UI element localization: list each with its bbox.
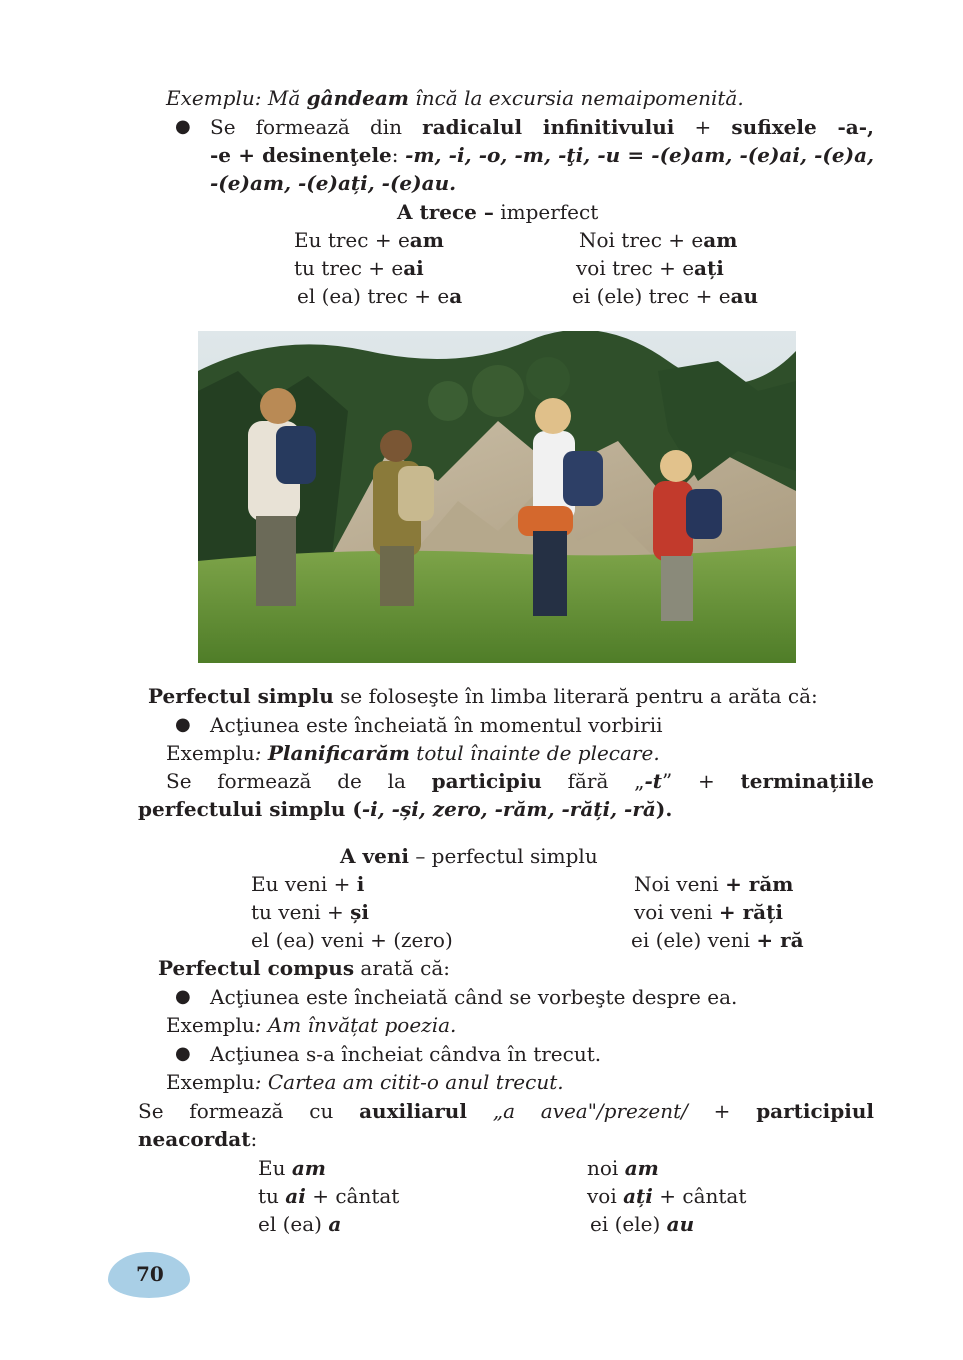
bullet-icon: ● [175,1043,191,1064]
perfect-compus-bullet: Acţiunea este încheiată când se vorbeşte despre ea. [210,985,738,1009]
perfect-simplu-row-right: ei (ele) veni + ră [631,928,804,952]
imperfect-rule-line2: -e + desinenţele: -m, -i, -o, -m, -ţi, -u = -(e)am, -(e)ai, -(e)a, [210,143,874,167]
perfect-simplu-row-right: voi veni + răți [634,900,783,924]
perfect-simplu-rule-line2: perfectului simplu (-i, -și, zero, -răm, -răți, -ră). [138,797,673,821]
perfect-compus-row-left: el (ea) a [258,1212,342,1236]
imperfect-rule-line1: Se formează din radicalul infinitivului + sufixele -a-, [210,115,874,139]
perfect-compus-row-left: tu ai + cântat [258,1184,400,1208]
perfect-simplu-row-left: el (ea) veni + (zero) [251,928,453,952]
perfect-compus-intro: Perfectul compus arată că: [158,956,451,980]
perfect-compus-example: Exemplu: Am învățat poezia. [166,1013,457,1037]
imperfect-row-left: Eu trec + eam [294,228,444,252]
bullet-icon: ● [175,714,191,735]
imperfect-row-right: voi trec + eați [576,256,724,280]
perfect-compus-row-right: noi am [587,1156,659,1180]
perfect-compus-bullet: Acţiunea s-a încheiat cândva în trecut. [210,1042,602,1066]
hikers-photo [198,331,796,663]
perfect-simplu-rule-line1: Se formează de la participiu fără „-t” + terminațiile [166,769,874,793]
perfect-simplu-row-right: Noi veni + răm [634,872,794,896]
imperfect-table-title: A trece – imperfect [397,200,599,224]
imperfect-row-right: Noi trec + eam [579,228,738,252]
imperfect-row-left: el (ea) trec + ea [297,284,463,308]
imperfect-row-left: tu trec + eai [294,256,424,280]
bullet-icon: ● [175,116,191,137]
imperfect-row-right: ei (ele) trec + eau [572,284,759,308]
perfect-simplu-row-left: Eu veni + i [251,872,365,896]
perfect-compus-rule-line1: Se formează cu auxiliarul „a avea"/prezent/ + participiul [138,1099,874,1123]
perfect-simplu-intro: Perfectul simplu se foloseşte în limba literară pentru a arăta că: [148,684,818,708]
perfect-simplu-bullet: Acţiunea este încheiată în momentul vorbirii [210,713,663,737]
imperfect-rule-line3: -(e)am, -(e)ați, -(e)au. [210,171,457,195]
perfect-compus-row-right: ei (ele) au [590,1212,695,1236]
page-number: 70 [136,1262,164,1286]
bullet-icon: ● [175,986,191,1007]
imperfect-example: Exemplu: Mă gândeam încă la excursia nemaipomenită. [166,86,744,110]
perfect-compus-row-right: voi ați + cântat [587,1184,747,1208]
perfect-compus-rule-line2: neacordat: [138,1127,258,1151]
perfect-simplu-table-title: A veni – perfectul simplu [340,844,598,868]
perfect-simplu-example: Exemplu: Planificarăm totul înainte de plecare. [166,741,660,765]
perfect-compus-example: Exemplu: Cartea am citit-o anul trecut. [166,1070,564,1094]
perfect-simplu-row-left: tu veni + și [251,900,370,924]
perfect-compus-row-left: Eu am [258,1156,326,1180]
